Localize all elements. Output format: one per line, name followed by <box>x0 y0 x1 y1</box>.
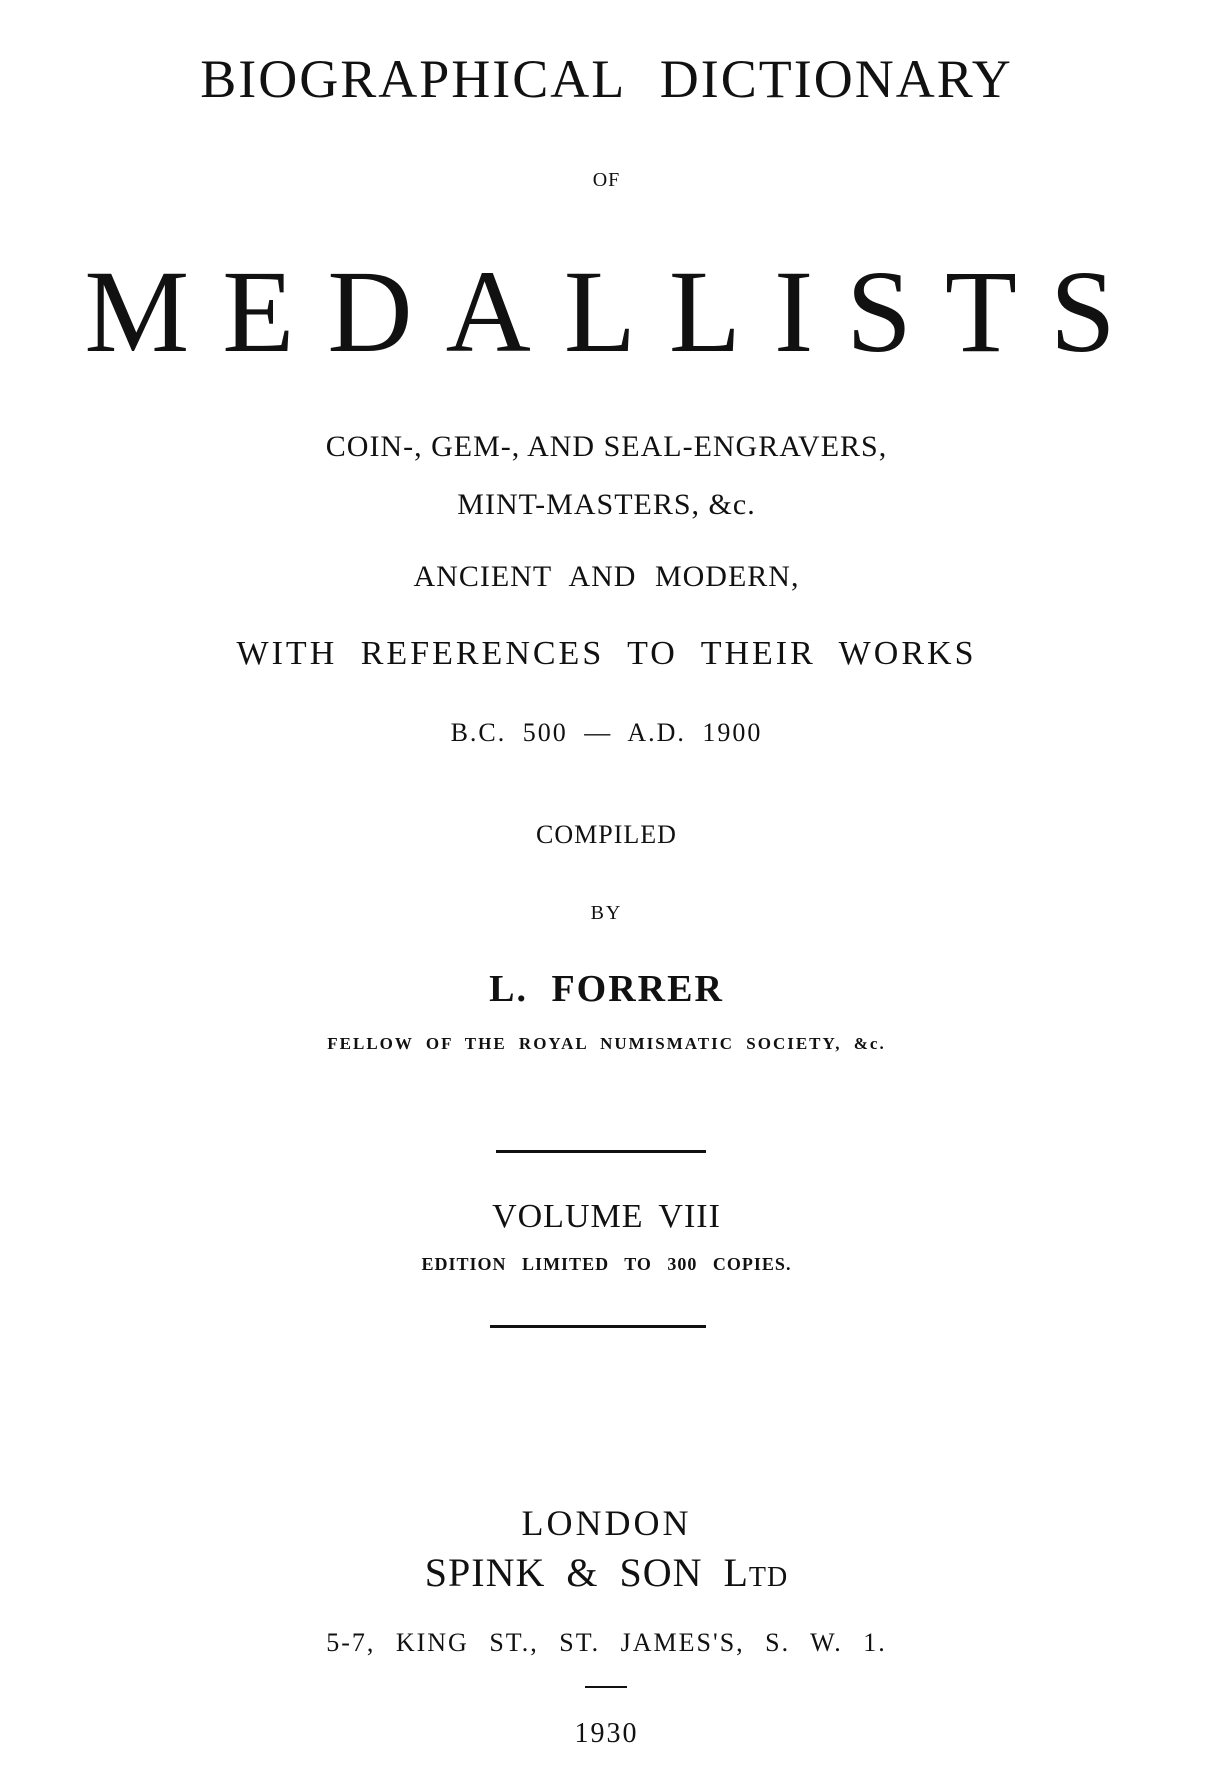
volume-label: VOLUME VIII <box>492 1198 721 1235</box>
edition-note: EDITION LIMITED TO 300 COPIES. <box>421 1254 792 1274</box>
divider-rule-top <box>496 1150 706 1153</box>
publication-city: LONDON <box>521 1503 692 1543</box>
subtitle-line-2: MINT-MASTERS, &c. <box>457 488 756 521</box>
publisher-main: SPINK & SON <box>424 1550 703 1595</box>
by-label: BY <box>590 902 623 924</box>
subtitle-line-4: WITH REFERENCES TO THEIR WORKS <box>236 635 977 672</box>
author-name: L. FORRER <box>489 968 724 1010</box>
divider-rule-bottom <box>490 1325 706 1328</box>
compiled-label: COMPILED <box>536 820 677 849</box>
title-connector: OF <box>592 169 621 191</box>
subtitle-line-3: ANCIENT AND MODERN, <box>413 560 800 593</box>
publisher-address: 5-7, KING ST., ST. JAMES'S, S. W. 1. <box>326 1628 887 1657</box>
book-title: BIOGRAPHICAL DICTIONARY <box>200 49 1013 109</box>
date-range: B.C. 500 — A.D. 1900 <box>450 718 763 747</box>
publication-year: 1930 <box>574 1718 639 1749</box>
divider-rule-small <box>585 1686 627 1688</box>
book-title-main-word: MEDALLISTS <box>84 246 1149 377</box>
author-affiliation: FELLOW OF THE ROYAL NUMISMATIC SOCIETY, &c. <box>327 1034 886 1053</box>
publisher-name <box>0 1550 1213 1595</box>
subtitle-line-1: COIN-, GEM-, AND SEAL-ENGRAVERS, <box>325 430 888 463</box>
publisher-suffix: Ltd <box>723 1550 789 1595</box>
